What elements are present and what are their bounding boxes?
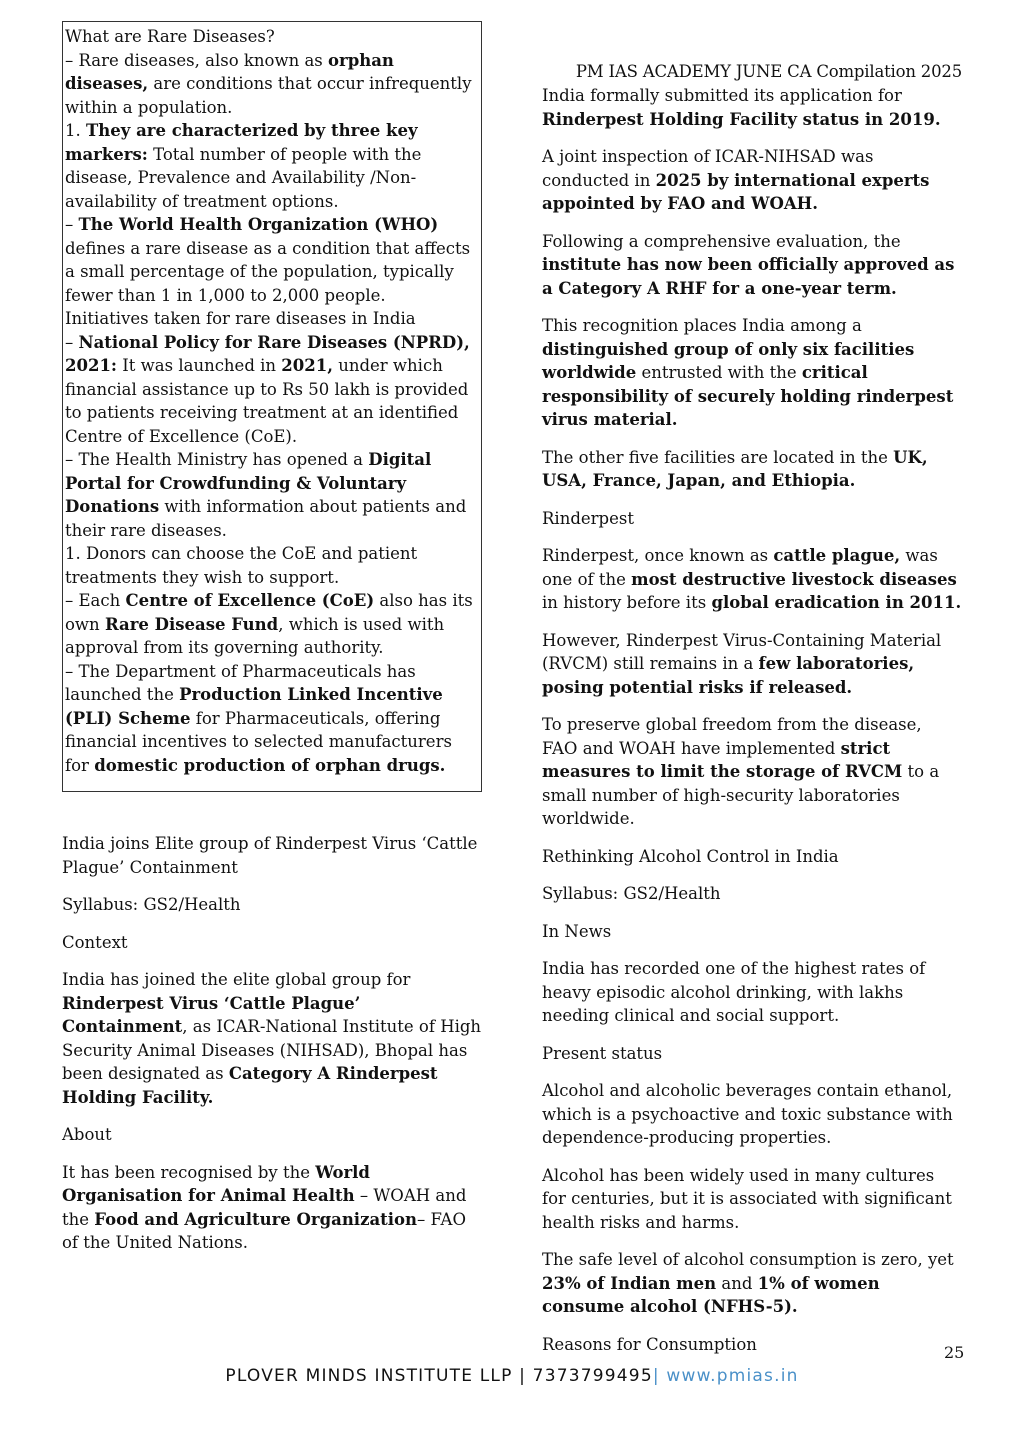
box-subheading: Initiatives taken for rare diseases in India — [65, 309, 416, 328]
footer-org: PLOVER MINDS INSTITUTE LLP | 7373799495 — [225, 1366, 653, 1386]
box-para: – Each Centre of Excellence (CoE) also has its own Rare Disease Fund, which is used with approval from its governing authority. — [65, 591, 473, 657]
para: India formally submitted its application for Rinderpest Holding Facility status in 2019. — [542, 86, 941, 129]
box-para: – The World Health Organization (WHO) defines a rare disease as a condition that affects a small percentage of the population, typically fewer than 1 in 1,000 to 2,000 people. — [65, 215, 471, 305]
about-para: It has been recognised by the World Organisation for Animal Health – WOAH and the Food and Agriculture Organization– FAO of the United Nations. — [62, 1162, 467, 1252]
page-header: PM IAS ACADEMY JUNE CA Compilation 2025 — [575, 62, 962, 81]
rinderpest-article — [62, 832, 482, 1255]
article-heading: Rethinking Alcohol Control in India — [542, 846, 839, 866]
footer-separator: | — [652, 1366, 660, 1386]
context-para: India has joined the elite global group for Rinderpest Virus ‘Cattle Plague’ Containment, as ICAR-National Institute of High Security Animal Diseases (NIHSAD), Bhopal has been designated as Category A Rinderpest Holding Facility. — [62, 970, 482, 1107]
para: Rinderpest, once known as cattle plague, was one of the most destructive livestock diseases in history before its global eradication in 2011. — [542, 546, 962, 612]
para: The other five facilities are located in the UK, USA, France, Japan, and Ethiopia. — [542, 447, 928, 490]
box-para: – The Department of Pharmaceuticals has launched the Production Linked Incentive (PLI) Scheme for Pharmaceuticals, offering financial incentives to selected manufacturers for domestic production of orphan drugs. — [65, 661, 452, 775]
rare-diseases-box — [62, 21, 482, 792]
box-para: 1. They are characterized by three key markers: Total number of people with the disease, Prevalence and Availability /Non-availability of treatment options. — [65, 121, 422, 211]
page-number: 25 — [944, 1343, 965, 1362]
para: However, Rinderpest Virus-Containing Material (RVCM) still remains in a few laboratories, posing potential risks if released. — [542, 630, 942, 697]
syllabus-line: Syllabus: GS2/Health — [62, 895, 241, 914]
section-heading: Rinderpest — [542, 508, 634, 528]
para: Alcohol has been widely used in many cultures for centuries, but it is associated with significant health risks and harms. — [542, 1165, 952, 1232]
footer-website-link[interactable]: www.pmias.in — [659, 1366, 799, 1386]
section-heading: About — [62, 1125, 112, 1144]
right-column — [542, 84, 965, 1370]
section-heading: Present status — [542, 1043, 663, 1063]
para: This recognition places India among a distinguished group of only six facilities worldwide entrusted with the critical responsibility of securely holding rinderpest virus material. — [542, 316, 954, 429]
article-heading: India joins Elite group of Rinderpest Virus ‘Cattle Plague’ Containment — [62, 834, 478, 877]
para: Alcohol and alcoholic beverages contain ethanol, which is a psychoactive and toxic substance with dependence-producing properties. — [542, 1081, 953, 1147]
para: Following a comprehensive evaluation, the institute has now been officially approved as a Category A RHF for a one-year term. — [542, 231, 955, 298]
syllabus-line: Syllabus: GS2/Health — [542, 884, 721, 903]
para: To preserve global freedom from the disease, FAO and WOAH have implemented strict measures to limit the storage of RVCM to a small number of high-security laboratories worldwide. — [542, 715, 940, 828]
para: India has recorded one of the highest rates of heavy episodic alcohol drinking, with lakhs needing clinical and social support. — [542, 959, 926, 1025]
para: The safe level of alcohol consumption is zero, yet 23% of Indian men and 1% of women consume alcohol (NFHS-5). — [542, 1250, 954, 1316]
box-para: – National Policy for Rare Diseases (NPRD), 2021: It was launched in 2021, under which financial assistance up to Rs 50 lakh is provided to patients receiving treatment at an identified Centre of Excellence (CoE). — [65, 332, 470, 446]
box-title: What are Rare Diseases? — [65, 27, 275, 46]
section-heading: In News — [542, 921, 612, 941]
page-footer — [0, 1366, 1024, 1386]
box-para: 1. Donors can choose the CoE and patient treatments they wish to support. — [65, 544, 418, 587]
para: A joint inspection of ICAR-NIHSAD was conducted in 2025 by international experts appointed by FAO and WOAH. — [542, 147, 930, 213]
left-column — [62, 0, 482, 1269]
box-para: – Rare diseases, also known as orphan diseases, are conditions that occur infrequently within a population. — [65, 50, 472, 117]
box-para: – The Health Ministry has opened a Digital Portal for Crowdfunding & Voluntary Donations with information about patients and their rare diseases. — [65, 450, 467, 540]
section-heading: Reasons for Consumption — [542, 1334, 757, 1354]
section-heading: Context — [62, 932, 128, 952]
